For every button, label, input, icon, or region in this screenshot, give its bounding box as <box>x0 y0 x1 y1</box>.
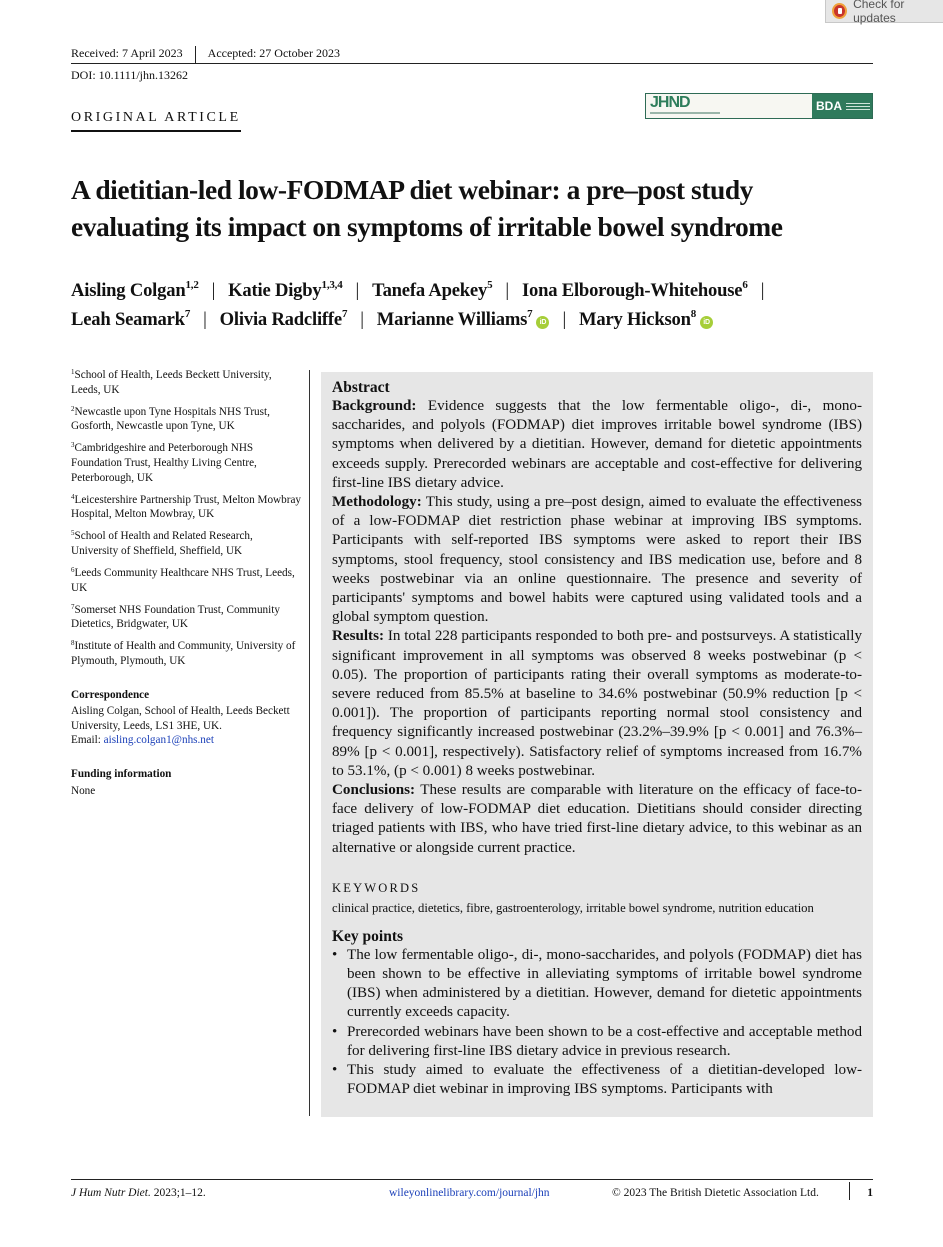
key-points-list <box>332 946 862 1100</box>
key-point: • This study aimed to evaluate the effectiveness of a dietitian-developed low-FODMAP diet webinar in improving IBS symptoms. Participants with <box>332 1061 862 1099</box>
author[interactable]: Mary Hickson$^8$ <box>579 308 697 330</box>
author-list <box>71 276 873 334</box>
author-separator: | <box>760 280 765 301</box>
column-divider <box>309 370 310 1116</box>
author[interactable]: Leah Seamark$^7$ <box>71 308 191 330</box>
author[interactable]: Tanefa Apekey$^5$ <box>372 279 493 301</box>
affiliations <box>71 368 301 798</box>
author-separator: | <box>505 280 509 301</box>
received-date: Received: 7 April 2023 <box>71 46 196 64</box>
author-separator: | <box>360 309 364 330</box>
abstract-heading: Abstract <box>332 379 390 396</box>
title-line-1: A dietitian-led low-FODMAP diet webinar: a pre–post study <box>71 174 753 205</box>
footer-site-link[interactable]: wileyonlinelibrary.com/journal/jhn <box>389 1187 550 1199</box>
abstract-results: Results: In total 228 participants responded to both pre- and postsurveys. A statistically significant improvement in all symptoms was observed 8 weeks postwebinar (p < 0.05). The proportion of participants rating their overall symptoms as moderate-to-severe reduced from 85.5% at baseline to 34.6% postwebinar (50.9% reduction [p < 0.001]). The proportion of participants reporting normal stool consistency and frequency significantly increased postwebinar (23.2%–39.9% [p < 0.001] and 76.3%–89% [p < 0.001], respectively). Satisfactory relief of symptoms increased from 16.7% to 53.1%, (p < 0.001) 8 weeks postwebinar. <box>332 628 862 779</box>
affiliation: $^4$Leicestershire Partnership Trust, Melton Mowbray Hospital, Melton Mowbray, UK <box>71 492 302 521</box>
orcid-icon[interactable]: iD <box>536 316 549 329</box>
bda-mark: BDA <box>816 99 842 113</box>
page-number: 1 <box>867 1187 873 1199</box>
orcid-icon[interactable]: iD <box>700 316 713 329</box>
article-title <box>71 171 871 245</box>
footer-divider <box>849 1182 850 1200</box>
key-point: • Prerecorded webinars have been shown to be a cost-effective and acceptable method for delivering first-line IBS dietary advice in previous research. <box>332 1023 862 1061</box>
bda-logo <box>812 94 872 118</box>
affiliation: $^2$Newcastle upon Tyne Hospitals NHS Trust, Gosforth, Newcastle upon Tyne, UK <box>71 404 270 433</box>
author[interactable]: Marianne Williams$^7$ <box>376 308 533 330</box>
author[interactable]: Olivia Radcliffe$^7$ <box>219 308 348 330</box>
key-point: • The low fermentable oligo-, di-, mono-saccharides, and polyols (FODMAP) diet has been shown to be effective in alleviating symptoms of irritable bowel syndrome (IBS) when administered by a dietitian. However, demand for dietetic appointments currently exceeds capacity. <box>332 946 862 1023</box>
journal-logo[interactable] <box>645 93 873 119</box>
bda-tagline-lines <box>846 103 870 110</box>
abstract-background: Background: Evidence suggests that the low fermentable oligo-, di-, mono-saccharides, and polyols (FODMAP) diet improves irritable bowel syndrome (IBS) symptoms when delivered by a dietitian. However, demand for dietetic appointments exceeds supply. Prerecorded webinars are acceptable and cost-effective for delivering first-line IBS dietary advice. <box>332 398 862 491</box>
jhnd-subtitle-line <box>650 112 720 114</box>
affiliation: $^6$Leeds Community Healthcare NHS Trust, Leeds, UK <box>71 566 295 594</box>
author-separator: | <box>203 309 207 330</box>
keywords-list: clinical practice, dietetics, fibre, gastroenterology, irritable bowel syndrome, nutrition education <box>332 900 814 915</box>
footer-journal: J Hum Nutr Diet. 2023;1–12. <box>71 1187 206 1199</box>
abstract-conclusions: Conclusions: These results are comparable with literature on the efficacy of face-to-face delivery of low-FODMAP diet education. Dietitians should consider directing triaged patients with IBS, who have tried first-line dietary advice, to this webinar as an alternative or alongside current practice. <box>332 782 862 856</box>
funding-text: None <box>71 784 96 797</box>
page-footer <box>71 1179 873 1199</box>
author[interactable]: Katie Digby$^{1,3,4}$ <box>228 279 343 301</box>
affiliation: $^5$School of Health and Related Research, University of Sheffield, Sheffield, UK <box>71 529 253 557</box>
author[interactable]: Aisling Colgan$^{1,2}$ <box>71 279 199 301</box>
crossmark-icon <box>832 3 847 19</box>
jhnd-logo <box>646 94 812 118</box>
accepted-date: Accepted: 27 October 2023 <box>207 46 340 60</box>
keywords-heading: KEYWORDS <box>332 880 421 895</box>
check-for-updates-label: Check for updates <box>853 0 905 25</box>
doi: DOI: 10.1111/jhn.13262 <box>71 68 188 82</box>
key-points-heading: Key points <box>332 927 404 945</box>
funding-heading: Funding information <box>71 767 172 780</box>
correspondence-text: Aisling Colgan, School of Health, Leeds Beckett University, Leeds, LS1 3HE, UK. <box>71 705 290 732</box>
article-type: ORIGINAL ARTICLE <box>71 110 241 132</box>
header-dates <box>71 46 873 64</box>
title-line-2: evaluating its impact on symptoms of irritable bowel syndrome <box>71 211 783 242</box>
author-separator: | <box>355 280 360 301</box>
affiliation: $^7$Somerset NHS Foundation Trust, Community Dietetics, Bridgwater, UK <box>71 602 280 631</box>
affiliation: $^3$Cambridgeshire and Peterborough NHS Foundation Trust, Healthy Living Centre, Peterborough, UK <box>71 441 257 484</box>
abstract-box <box>321 372 873 1117</box>
affiliation: $^8$Institute of Health and Community, University of Plymouth, Plymouth, UK <box>71 639 296 667</box>
author-separator: | <box>562 309 566 330</box>
check-for-updates-button[interactable] <box>825 0 943 23</box>
affiliation: $^1$School of Health, Leeds Beckett University, Leeds, UK <box>71 368 272 396</box>
correspondence-email: Email: aisling.colgan1@nhs.net <box>71 734 214 747</box>
email-link[interactable]: aisling.colgan1@nhs.net <box>103 734 214 747</box>
jhnd-mark: JHND <box>650 94 690 111</box>
correspondence-heading: Correspondence <box>71 688 150 701</box>
author[interactable]: Iona Elborough-Whitehouse$^6$ <box>521 279 748 301</box>
abstract-methodology: Methodology: This study, using a pre–post design, aimed to evaluate the effectiveness of a low-FODMAP diet restriction phase webinar at improving IBS symptoms. Participants with self-reported IBS symptoms were asked to report their IBS symptoms, stool frequency, stool consistency and IBS medication use, before and 8 weeks postwebinar via an online questionnaire. The presence and severity of participants' symptoms and bowel habits were captured using validated tools and a global symptom question. <box>332 494 862 626</box>
footer-copyright: © 2023 The British Dietetic Association Ltd. <box>612 1187 819 1199</box>
author-separator: | <box>211 280 216 301</box>
